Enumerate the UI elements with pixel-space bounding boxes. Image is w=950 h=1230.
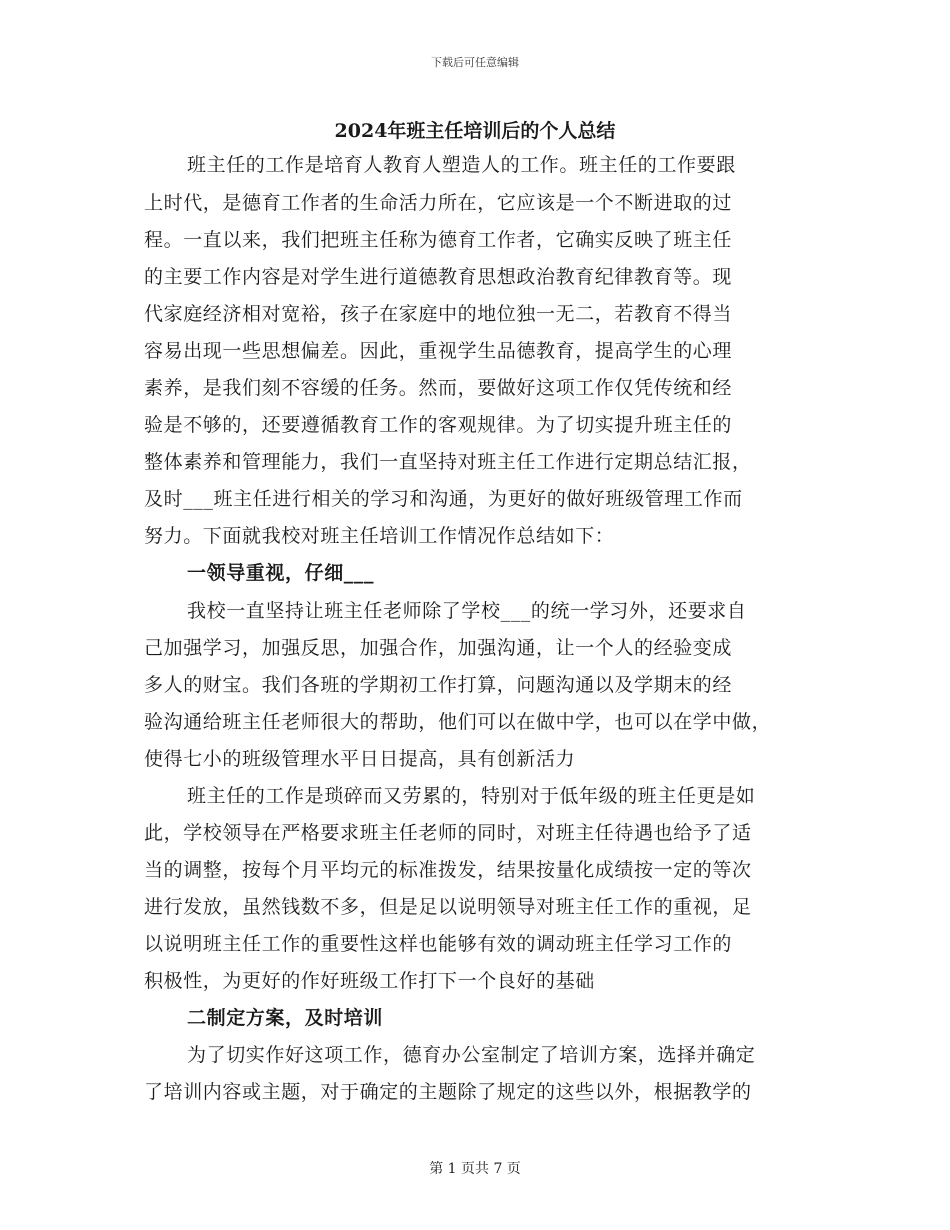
text-line: 程。一直以来，我们把班主任称为德育工作者，它确实反映了班主任 [144,229,733,251]
text-line: 当的调整，按每个月平均元的标准拨发，结果按量化成绩按一定的等次 [144,859,752,881]
text-line: 的主要工作内容是对学生进行道德教育思想政治教育纪律教育等。现 [144,266,733,288]
section-heading: 一领导重视，仔细___ [187,562,375,584]
text-line: 容易出现一些思想偏差。因此，重视学生品德教育，提高学生的心理 [144,340,733,362]
text-line: 使得七小的班级管理水平日日提高，具有创新活力 [144,748,576,770]
text-line: 班主任的工作是培育人教育人塑造人的工作。班主任的工作要跟 [187,154,736,176]
text-line: 班主任的工作是琐碎而又劳累的，特别对于低年级的班主任更是如 [187,785,756,807]
text-line: 己加强学习，加强反思，加强合作，加强沟通，让一个人的经验变成 [144,637,733,659]
text-line: 验是不够的，还要遵循教育工作的客观规律。为了切实提升班主任的 [144,414,733,436]
page-number: 第 1 页共 7 页 [429,1161,521,1177]
text-line: 进行发放，虽然钱数不多，但是足以说明领导对班主任工作的重视，足 [144,896,752,918]
section-heading: 二制定方案，及时培训 [187,1007,384,1029]
document-title: 2024年班主任培训后的个人总结 [334,120,616,142]
text-line: 积极性，为更好的作好班级工作打下一个良好的基础 [144,970,595,992]
text-line: 为了切实作好这项工作，德育办公室制定了培训方案，选择并确定 [187,1044,756,1066]
text-line: 验沟通给班主任老师很大的帮助，他们可以在做中学，也可以在学中做， [144,711,772,733]
text-line: 多人的财宝。我们各班的学期初工作打算，问题沟通以及学期末的经 [144,674,733,696]
text-line: 上时代，是德育工作者的生命活力所在，它应该是一个不断进取的过 [144,192,733,214]
text-line: 及时___班主任进行相关的学习和沟通，为更好的做好班级管理工作而 [144,488,743,510]
text-line: 了培训内容或主题，对于确定的主题除了规定的这些以外，根据教学的 [144,1081,752,1103]
text-line: 整体素养和管理能力，我们一直坚持对班主任工作进行定期总结汇报， [144,451,752,473]
text-line: 努力。下面就我校对班主任培训工作情况作总结如下： [144,525,615,547]
text-line: 我校一直坚持让班主任老师除了学校___的统一学习外，还要求自 [187,600,747,622]
text-line: 代家庭经济相对宽裕，孩子在家庭中的地位独一无二，若教育不得当 [144,303,733,325]
text-line: 此，学校领导在严格要求班主任老师的同时，对班主任待遇也给予了适 [144,822,752,844]
header-note: 下载后可任意编辑 [431,56,519,69]
text-line: 以说明班主任工作的重要性这样也能够有效的调动班主任学习工作的 [144,933,733,955]
text-line: 素养，是我们刻不容缓的任务。然而，要做好这项工作仅凭传统和经 [144,377,733,399]
